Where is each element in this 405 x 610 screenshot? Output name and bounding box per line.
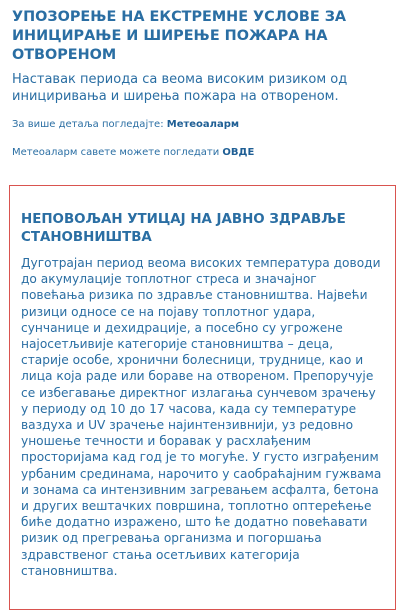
health-warning-title: НЕПОВОЉАН УТИЦАЈ НА ЈАВНО ЗДРАВЉЕ СТАНОВНИШТВА — [21, 212, 346, 245]
warning-lead: Наставак периода са веома високим ризиком од инициривања и ширења пожара на отвореном. — [12, 72, 348, 104]
advice-prefix: Метеоаларм савете можете погледати — [12, 147, 220, 158]
details-line — [12, 118, 397, 131]
warning-title: УПОЗОРЕЊЕ НА ЕКСТРЕМНЕ УСЛОВЕ ЗА ИНИЦИРАЊЕ И ШИРЕЊЕ ПОЖАРА НА ОТВОРЕНОМ — [12, 9, 347, 63]
details-prefix: За више детаља погледајте: — [12, 119, 164, 130]
advice-link[interactable]: ОВДЕ — [222, 147, 255, 158]
advice-line — [12, 146, 397, 159]
meteoalarm-link[interactable]: Метеоаларм — [166, 119, 240, 130]
health-warning-box — [9, 185, 396, 610]
health-warning-body: Дуготрајан период веома високих температура доводи до акумулације топлотног стреса и значајног повећања ризика по здравље становништва. Највећи ризици односе се на појаву топлотног удара, сунчанице и дехидрације, а посебно су угрожене најосетљивије категорије становништва – деца, старије особе, хронични болесници, труднице, као и лица која раде или боравe на отвореном. Препоручује се избегавање директног излагања сунчевом зрачењу у периоду од 10 до 17 часова, када су температуре ваздуха и UV зрачење најинтензивнији, уз редовно уношење течности и боравак у расхлађеним просторијама кад год је то могуће. У густо изграђеним урбаним срединама, нарочито у саобраћајним гужвама и зонама са интензивним загревањем асфалта, бетона и других вештачких површина, топлотно оптерећење биће додатно изражено, што ће додатно повећавати ризик од прегревања организма и погоршања здравственог стања осетљивих категорија становништва. — [21, 256, 382, 578]
